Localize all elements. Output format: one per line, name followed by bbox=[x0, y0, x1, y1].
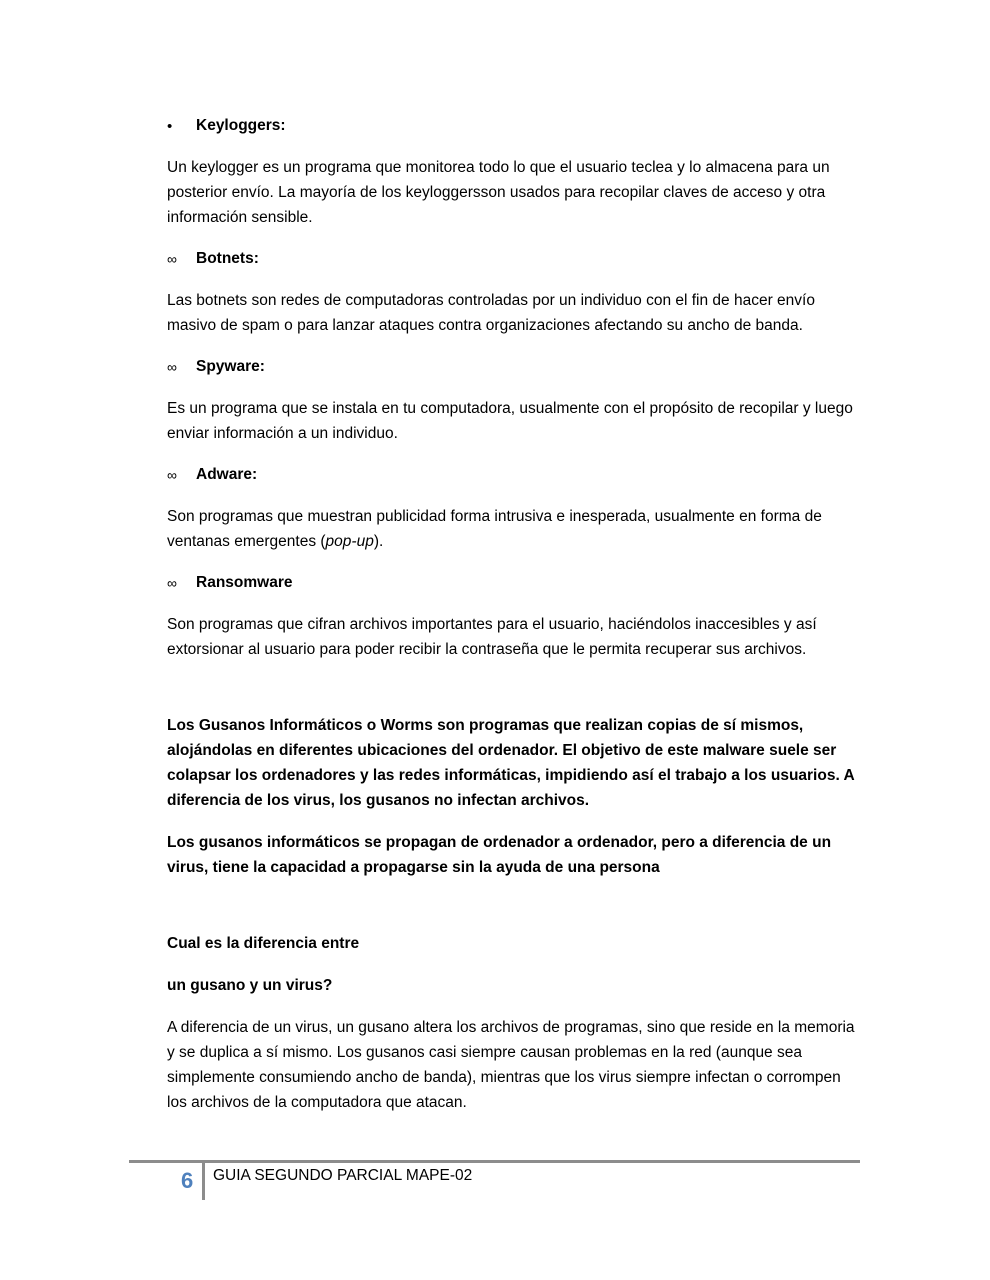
heading-text: Adware: bbox=[196, 466, 258, 483]
bullet-infinity: ∞ bbox=[167, 359, 177, 375]
footer-title: GUIA SEGUNDO PARCIAL MAPE-02 bbox=[213, 1167, 473, 1184]
bullet-infinity: ∞ bbox=[167, 251, 177, 267]
paragraph-spyware: Es un programa que se instala en tu computadora, usualmente con el propósito de recopilar y luego enviar información a un individuo. bbox=[167, 400, 853, 442]
bullet-infinity: ∞ bbox=[167, 467, 177, 483]
paragraph-answer: A diferencia de un virus, un gusano altera los archivos de programas, sino que reside en la memoria y se duplica a sí mismo. Los gusanos casi siempre causan problemas en la red (aunque sea simplemente consumiendo ancho de banda), mientras que los virus siempre infectan o corrompen los archivos de la computadora que atacan. bbox=[167, 1019, 855, 1111]
section-heading-botnets bbox=[167, 247, 857, 271]
adware-text-after: ). bbox=[373, 533, 384, 550]
paragraph-worms-1: Los Gusanos Informáticos o Worms son programas que realizan copias de sí mismos, alojándolas en diferentes ubicaciones del ordenador. El objetivo de este malware suele ser colapsar los ordenadores y las redes informáticas, impidiendo así el trabajo a los usuarios. A diferencia de los virus, los gusanos no infectan archivos. bbox=[167, 717, 855, 809]
footer-divider bbox=[202, 1163, 205, 1200]
spacer bbox=[167, 897, 857, 931]
paragraph-ransomware: Son programas que cifran archivos importantes para el usuario, haciéndolos inaccesibles y así extorsionar al usuario para poder recibir la contraseña que le permita recuperar sus archivos. bbox=[167, 616, 817, 658]
section-heading-spyware bbox=[167, 355, 857, 379]
bullet-infinity: ∞ bbox=[167, 575, 177, 591]
heading-text: Botnets: bbox=[196, 250, 259, 267]
question-line-2: un gusano y un virus? bbox=[167, 977, 333, 994]
spacer bbox=[167, 679, 857, 713]
section-heading-adware bbox=[167, 463, 857, 487]
page-content bbox=[167, 114, 857, 1132]
heading-text: Ransomware bbox=[196, 574, 293, 591]
paragraph-adware bbox=[167, 504, 857, 554]
question-line-1: Cual es la diferencia entre bbox=[167, 935, 360, 952]
footer-rule bbox=[129, 1160, 860, 1163]
heading-text: Keyloggers: bbox=[196, 117, 286, 134]
bullet-dot: • bbox=[167, 117, 173, 135]
paragraph-keyloggers: Un keylogger es un programa que monitorea todo lo que el usuario teclea y lo almacena para un posterior envío. La mayoría de los keyloggersson usados para recopilar claves de acceso y otra información sensible. bbox=[167, 159, 830, 226]
heading-text: Spyware: bbox=[196, 358, 265, 375]
paragraph-botnets: Las botnets son redes de computadoras controladas por un individuo con el fin de hacer envío masivo de spam o para lanzar ataques contra organizaciones afectando su ancho de banda. bbox=[167, 292, 815, 334]
section-heading-ransomware bbox=[167, 571, 857, 595]
adware-text-before: Son programas que muestran publicidad forma intrusiva e inesperada, usualmente en forma de ventanas emergentes ( bbox=[167, 508, 822, 550]
adware-italic-term: pop-up bbox=[325, 533, 374, 550]
section-heading-keyloggers bbox=[167, 114, 857, 138]
page-number: 6 bbox=[181, 1168, 194, 1193]
paragraph-worms-2: Los gusanos informáticos se propagan de ordenador a ordenador, pero a diferencia de un virus, tiene la capacidad a propagarse sin la ayuda de una persona bbox=[167, 834, 832, 876]
